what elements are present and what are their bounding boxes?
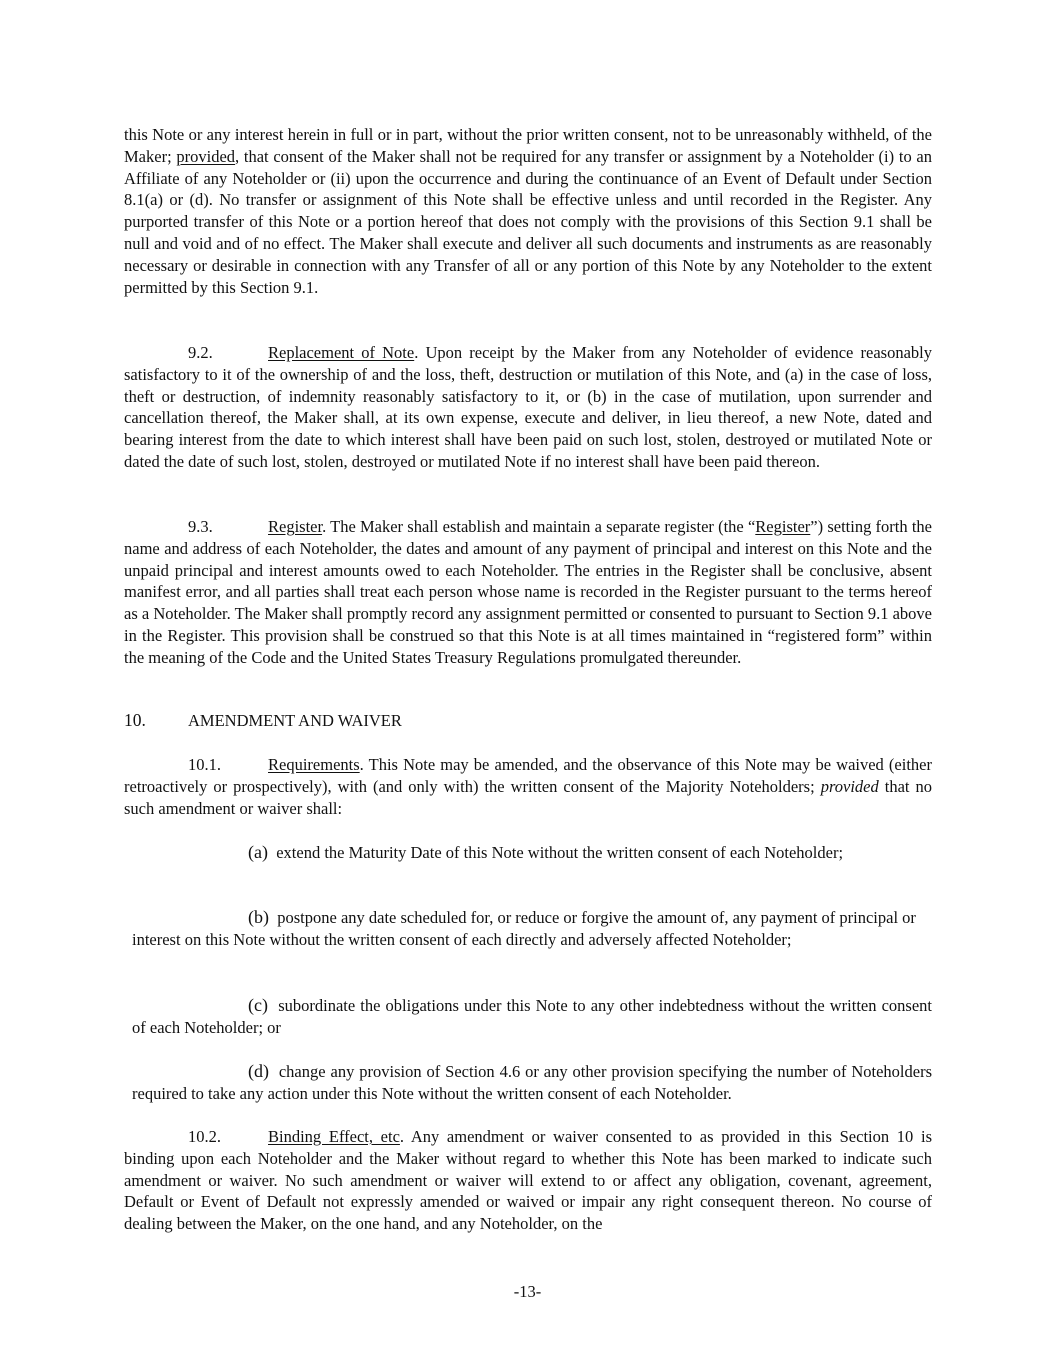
defined-term: Register [755,517,811,536]
section-number: 9.3. [188,517,213,536]
section-9-2 [124,342,932,473]
section-text: that no such amendment or waiver shall: [124,776,932,818]
list-item-a [132,842,932,864]
item-label: (d) [248,1061,269,1081]
text: , that consent of the Maker shall not be required for any transfer or assignment by a Noteholder (i) to an Affiliate of any Noteholder or (ii) upon the occurrence and during the continuance of an Event of Default under Section 8.1(a) or (d). No transfer or assignment of this Note shall be effective unless and until recorded in the Register. Any purported transfer of this Note or a portion hereof that does not comply with the provisions of this Section 9.1 shall be null and void and of no effect. The Maker shall execute and deliver all such documents and instruments as are reasonably necessary or desirable in connection with any Transfer of all or any portion of this Note by any Noteholder to the extent permitted by this Section 9.1. [124,146,932,297]
list-item-d [132,1061,932,1105]
section-9-3 [124,516,932,669]
item-label: (a) [248,842,268,862]
page-number: -13- [513,1282,542,1301]
item-label: (b) [248,907,269,927]
section-number: 9.2. [188,343,213,362]
list-item-b [132,907,932,951]
section-number: 10.1. [188,755,221,774]
section-number: 10.2. [188,1127,221,1146]
item-label: (c) [248,995,268,1015]
item-text: postpone any date scheduled for, or reduce or forgive the amount of, any payment of principal or interest on this Note without the written consent of each directly and adversely affected Noteholder; [132,908,916,949]
item-text: change any provision of Section 4.6 or any other provision specifying the number of Noteholders required to take any action under this Note without the written consent of each Noteholder. [132,1062,933,1103]
provided-term: provided [820,776,879,796]
section-10-1 [124,754,932,819]
section-title: Requirements [268,755,360,774]
section-text: ”) setting forth the name and address of each Noteholder, the dates and amount of any payment of principal and interest on this Note and the unpaid principal and interest amounts owed to each Noteholder. The entries in the Register shall be conclusive, absent manifest error, and all parties shall treat each person whose name is recorded in the Register pursuant to the terms hereof as a Noteholder. The Maker shall promptly record any assignment permitted or consented to pursuant to Section 9.1 above in the Register. This provision shall be construed so that this Note is at all times maintained in “registered form” within the meaning of the Code and the United States Treasury Regulations promulgated thereunder. [124,517,932,667]
section-text: . Upon receipt by the Maker from any Noteholder of evidence reasonably satisfactory to it of the ownership of and the loss, theft, destruction or mutilation of this Note, and (a) in the case of loss, theft or destruction, of indemnity reasonably satisfactory to it, or (b) in the case of mutilation, upon surrender and cancellation thereof, the Maker shall, at its own expense, execute and deliver, in lieu thereof, a new Note, dated and bearing interest from the date to which interest shall have been paid on such lost, stolen, destroyed or mutilated Note or dated the date of such lost, stolen, destroyed or mutilated Note if no interest shall have been paid thereon. [124,343,932,471]
heading-title: AMENDMENT AND WAIVER [188,711,402,730]
section-title: Binding Effect, etc [268,1127,400,1146]
paragraph-9-1-continued [124,124,932,298]
section-text: . The Maker shall establish and maintain a separate register (the “ [322,517,756,536]
heading-number: 10. [124,710,146,730]
provided-term: provided [176,146,236,166]
text: this Note or any interest herein in full or in part, without the prior written consent, not to be unreasonably withheld, of the Maker; [124,125,932,166]
section-text: . This Note may be amended, and the observance of this Note may be waived (either retroactively or prospectively), with (and only with) the written consent of the Majority Noteholders; [124,755,932,796]
section-text: . Any amendment or waiver consented to as provided in this Section 10 is binding upon each Noteholder and the Maker without regard to whether this Note has been marked to indicate such amendment or waiver. No such amendment or waiver will extend to or affect any obligation, covenant, agreement, Default or Event of Default not expressly amended or waived or impair any right consequent thereon. No course of dealing between the Maker, on the one hand, and any Noteholder, on the [124,1127,933,1234]
list-item-c [132,995,932,1039]
heading-10 [124,710,932,732]
item-text: subordinate the obligations under this Note to any other indebtedness without the written consent of each Noteholder; or [132,996,933,1037]
section-title: Replacement of Note [268,343,415,362]
item-text: extend the Maturity Date of this Note without the written consent of each Noteholder; [276,843,844,862]
section-10-2 [124,1126,932,1235]
section-title: Register [268,517,323,536]
